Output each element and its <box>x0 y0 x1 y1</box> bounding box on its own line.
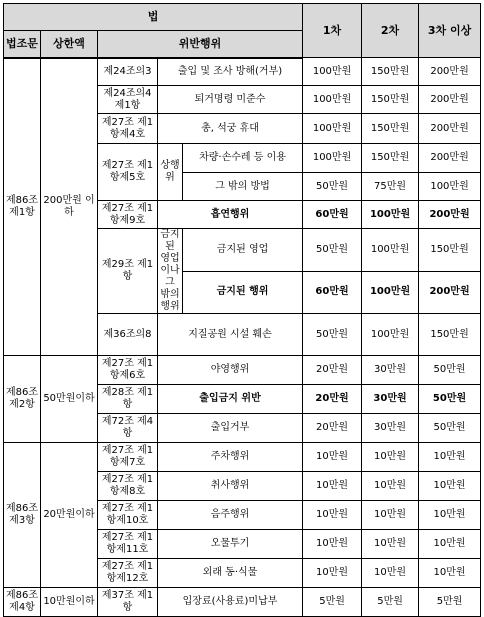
act-cell: 취사행위 <box>158 472 303 501</box>
ref-cell: 제27조 제1항제5호 <box>98 144 158 201</box>
group-cap: 10만원이하 <box>41 588 98 617</box>
act-cell: 출입금지 위반 <box>158 385 303 414</box>
header-second: 2차 <box>362 4 419 58</box>
table-row <box>4 58 481 86</box>
act-cell: 퇴거명령 미준수 <box>158 86 303 114</box>
first-cell: 60만원 <box>303 201 362 229</box>
second-cell: 150만원 <box>362 86 419 114</box>
group-clause: 제86조 제2항 <box>4 356 41 443</box>
first-cell: 60만원 <box>303 271 362 314</box>
third-cell: 200만원 <box>419 58 481 86</box>
act-cell: 외래 동·식물 <box>158 559 303 588</box>
act-cell: 지질공원 시설 훼손 <box>158 314 303 356</box>
header-law: 법 <box>4 4 303 31</box>
first-cell: 20만원 <box>303 414 362 443</box>
first-cell: 20만원 <box>303 385 362 414</box>
third-cell: 150만원 <box>419 314 481 356</box>
second-cell: 100만원 <box>362 314 419 356</box>
first-cell: 100만원 <box>303 86 362 114</box>
third-cell: 50만원 <box>419 356 481 385</box>
act-cell: 입장료(사용료)미납부 <box>158 588 303 617</box>
header-row-1 <box>4 4 481 31</box>
group-clause: 제86조 제4항 <box>4 588 41 617</box>
third-cell: 200만원 <box>419 201 481 229</box>
act-cell: 오물투기 <box>158 530 303 559</box>
act-cell: 차량·손수레 등 이용 <box>183 144 303 173</box>
table-row <box>4 588 481 617</box>
third-cell: 5만원 <box>419 588 481 617</box>
second-cell: 150만원 <box>362 114 419 144</box>
ref-cell: 제27조 제1항제7호 <box>98 443 158 472</box>
act-cell: 출입 및 조사 방해(거부) <box>158 58 303 86</box>
act-cell: 야영행위 <box>158 356 303 385</box>
second-cell: 30만원 <box>362 356 419 385</box>
penalty-table <box>3 3 481 617</box>
second-cell: 10만원 <box>362 559 419 588</box>
first-cell: 10만원 <box>303 530 362 559</box>
ref-cell: 제27조 제1항제10호 <box>98 501 158 530</box>
ref-cell: 제24조의3 <box>98 58 158 86</box>
first-cell: 20만원 <box>303 356 362 385</box>
second-cell: 100만원 <box>362 201 419 229</box>
third-cell: 200만원 <box>419 271 481 314</box>
group-clause: 제86조 제1항 <box>4 58 41 356</box>
second-cell: 100만원 <box>362 271 419 314</box>
header-violation: 위반행위 <box>98 31 303 58</box>
ref-cell: 제37조 제1항 <box>98 588 158 617</box>
third-cell: 200만원 <box>419 114 481 144</box>
header-third: 3차 이상 <box>419 4 481 58</box>
ref-cell: 제72조 제4항 <box>98 414 158 443</box>
act-cell: 주차행위 <box>158 443 303 472</box>
ref-cell: 제27조 제1항제8호 <box>98 472 158 501</box>
second-cell: 150만원 <box>362 58 419 86</box>
first-cell: 10만원 <box>303 559 362 588</box>
third-cell: 10만원 <box>419 559 481 588</box>
first-cell: 100만원 <box>303 144 362 173</box>
first-cell: 100만원 <box>303 58 362 86</box>
group-clause: 제86조 제3항 <box>4 443 41 588</box>
second-cell: 100만원 <box>362 229 419 272</box>
third-cell: 50만원 <box>419 385 481 414</box>
ref-cell: 제27조 제1항제9호 <box>98 201 158 229</box>
group-cap: 50만원이하 <box>41 356 98 443</box>
second-cell: 5만원 <box>362 588 419 617</box>
second-cell: 75만원 <box>362 173 419 201</box>
third-cell: 10만원 <box>419 472 481 501</box>
ref-cell: 제27조 제1항제6호 <box>98 356 158 385</box>
act-cell: 흡연행위 <box>158 201 303 229</box>
third-cell: 150만원 <box>419 229 481 272</box>
ref-cell: 제36조의8 <box>98 314 158 356</box>
act-cell: 음주행위 <box>158 501 303 530</box>
ref-cell: 제27조 제1항제4호 <box>98 114 158 144</box>
second-cell: 150만원 <box>362 144 419 173</box>
third-cell: 200만원 <box>419 144 481 173</box>
second-cell: 10만원 <box>362 501 419 530</box>
table-row <box>4 443 481 472</box>
third-cell: 200만원 <box>419 86 481 114</box>
sub-category-cell: 금지된 영업이나 그 밖의 행위 <box>158 229 183 314</box>
header-cap: 상한액 <box>41 31 98 58</box>
first-cell: 50만원 <box>303 314 362 356</box>
ref-cell: 제27조 제1항제12호 <box>98 559 158 588</box>
second-cell: 30만원 <box>362 414 419 443</box>
third-cell: 10만원 <box>419 443 481 472</box>
table-row <box>4 356 481 385</box>
second-cell: 10만원 <box>362 530 419 559</box>
ref-cell: 제24조의4 제1항 <box>98 86 158 114</box>
first-cell: 10만원 <box>303 501 362 530</box>
first-cell: 5만원 <box>303 588 362 617</box>
second-cell: 10만원 <box>362 472 419 501</box>
sub-category-cell: 상행위 <box>158 144 183 201</box>
third-cell: 10만원 <box>419 530 481 559</box>
act-cell: 출입거부 <box>158 414 303 443</box>
first-cell: 50만원 <box>303 173 362 201</box>
first-cell: 100만원 <box>303 114 362 144</box>
first-cell: 10만원 <box>303 443 362 472</box>
ref-cell: 제29조 제1항 <box>98 229 158 314</box>
second-cell: 30만원 <box>362 385 419 414</box>
third-cell: 50만원 <box>419 414 481 443</box>
header-clause: 법조문 <box>4 31 41 58</box>
ref-cell: 제27조 제1항제11호 <box>98 530 158 559</box>
act-cell: 금지된 행위 <box>183 271 303 314</box>
ref-cell: 제28조 제1항 <box>98 385 158 414</box>
group-cap: 200만원 이하 <box>41 58 98 356</box>
third-cell: 100만원 <box>419 173 481 201</box>
act-cell: 금지된 영업 <box>183 229 303 272</box>
group-cap: 20만원이하 <box>41 443 98 588</box>
second-cell: 10만원 <box>362 443 419 472</box>
act-cell: 총, 석궁 휴대 <box>158 114 303 144</box>
first-cell: 10만원 <box>303 472 362 501</box>
act-cell: 그 밖의 방법 <box>183 173 303 201</box>
first-cell: 50만원 <box>303 229 362 272</box>
header-first: 1차 <box>303 4 362 58</box>
third-cell: 10만원 <box>419 501 481 530</box>
